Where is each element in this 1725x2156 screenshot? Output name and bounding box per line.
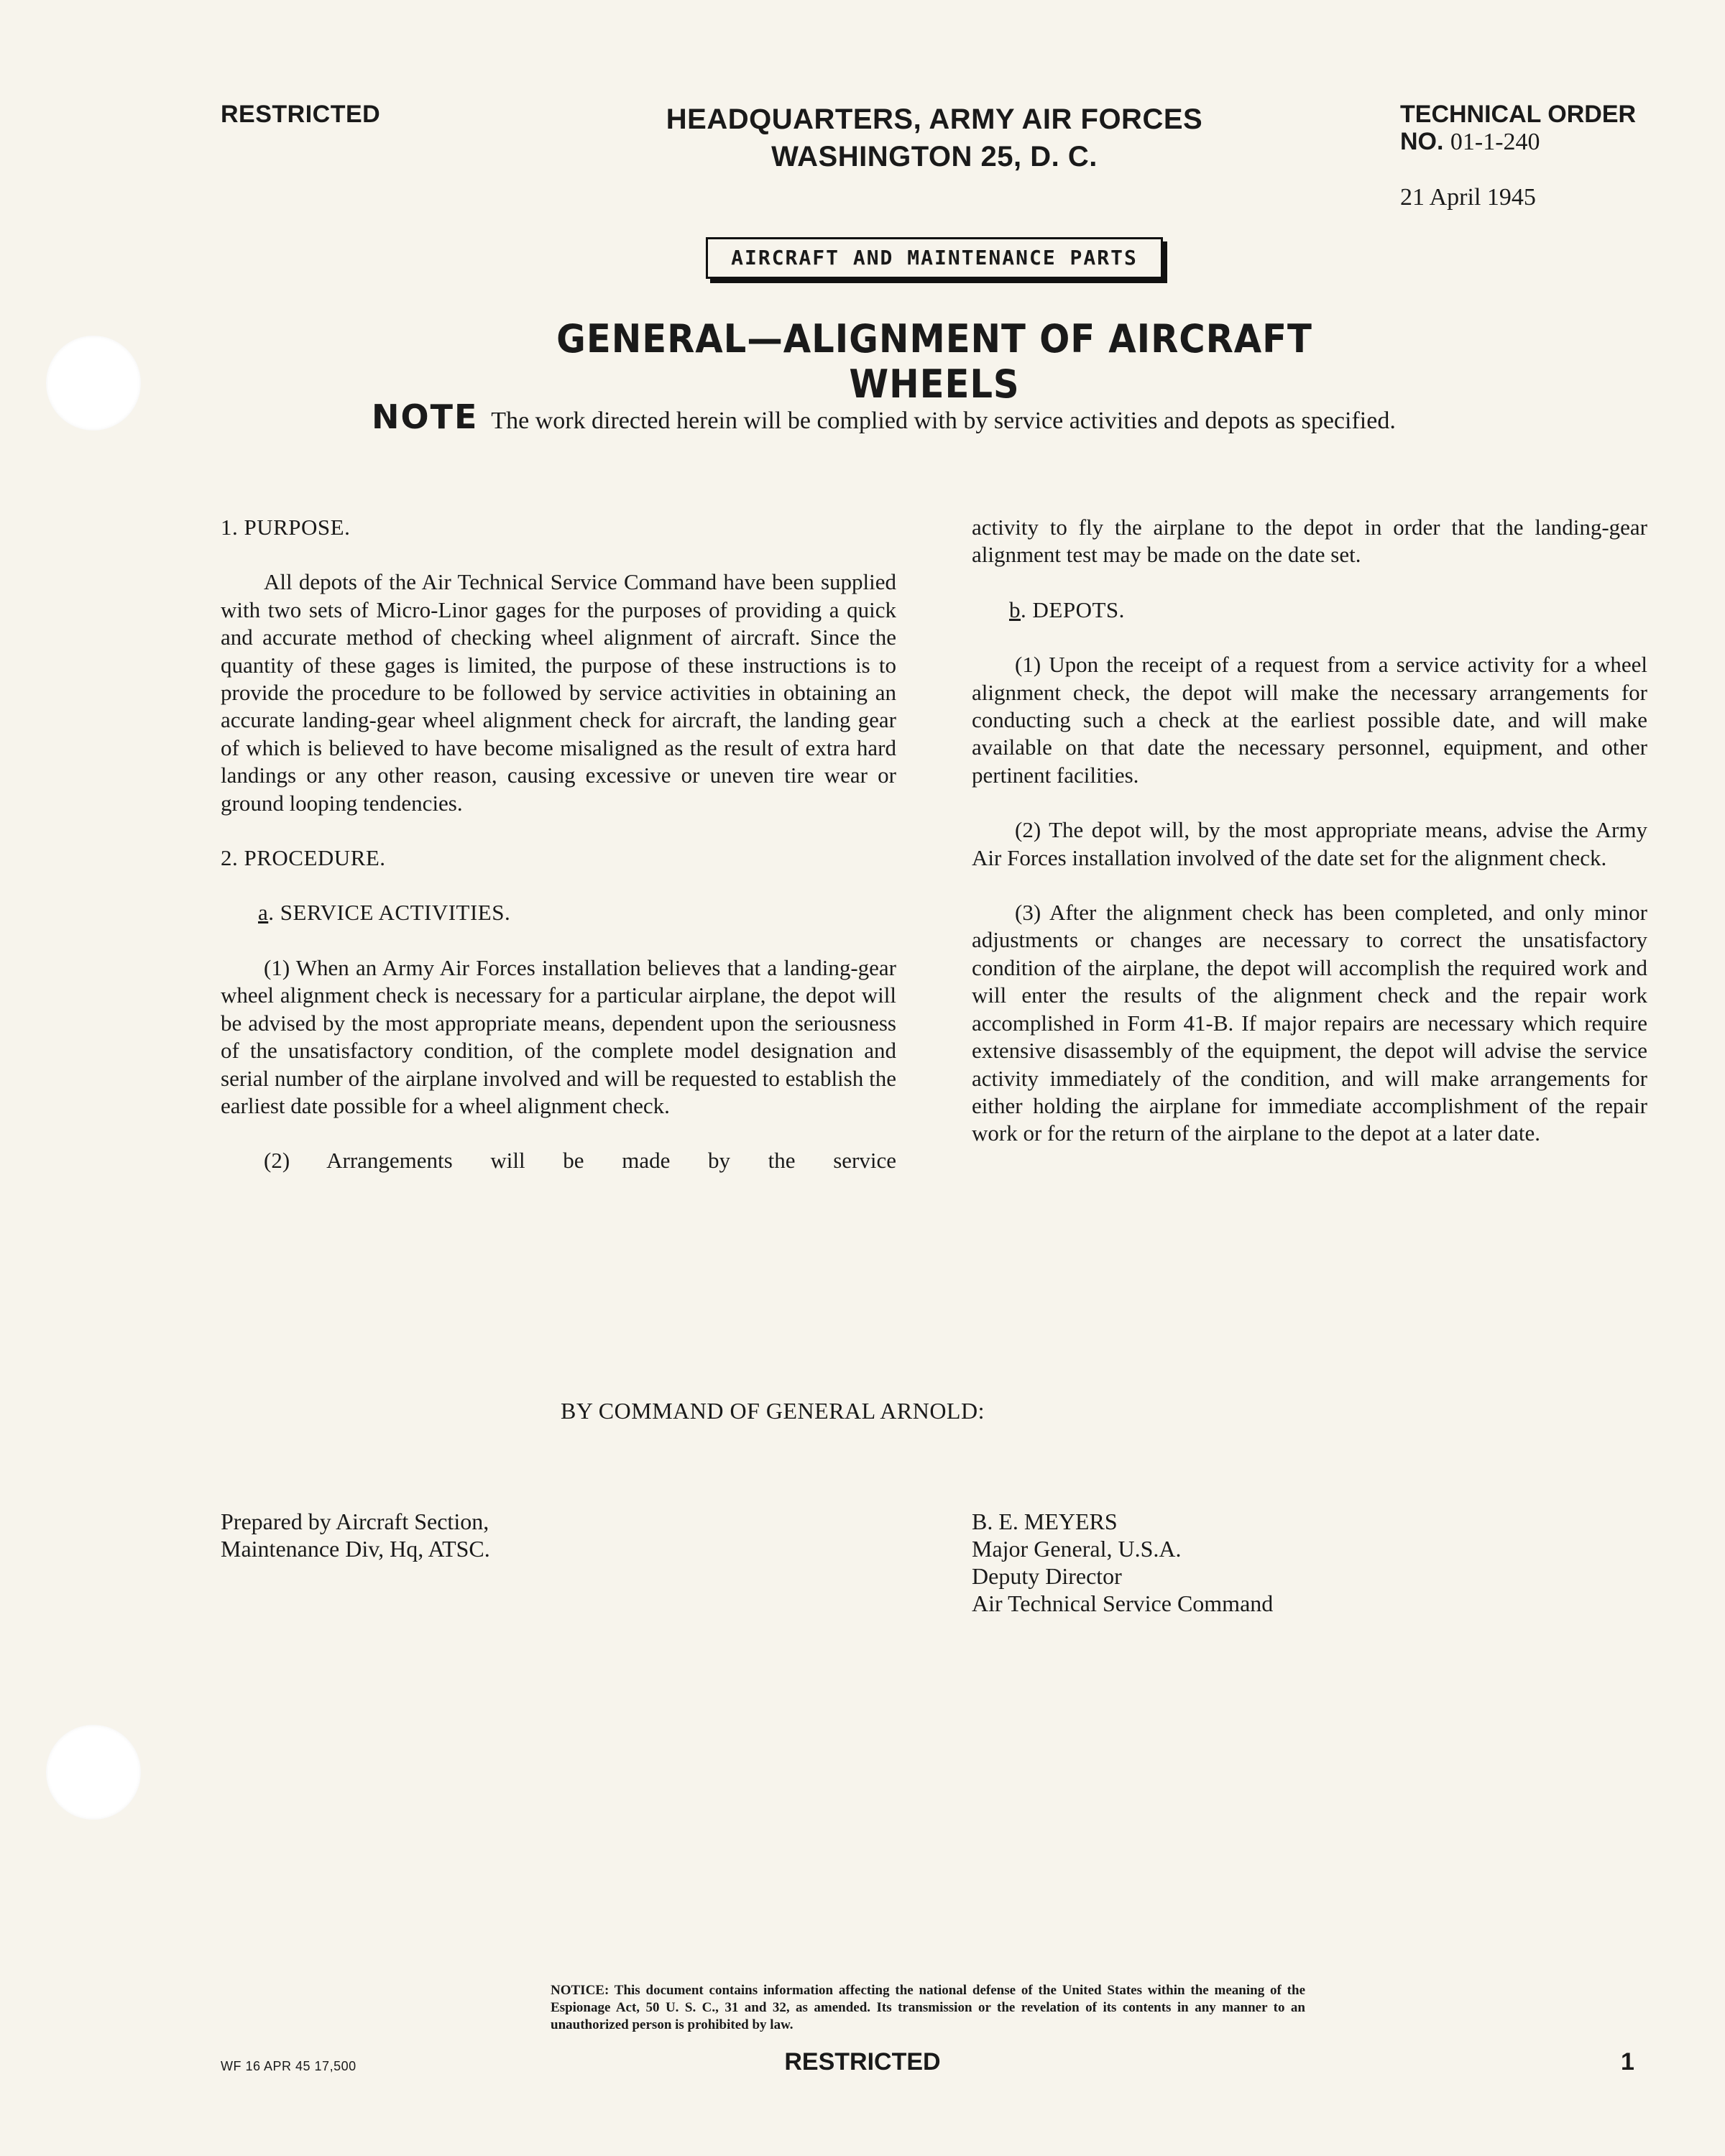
espionage-notice: NOTICE: This document contains information affecting the national defense of the United States within the meaning of the Espionage Act, 50 U. S. C., 31 and 32, as amended. Its transmission or the revelation of its contents in any manner to an unauthorized person is prohibited by law. [551, 1983, 1305, 2032]
paragraph-service-1: (1) When an Army Air Forces installation believes that a landing-gear wheel alignment check is necessary for a particular airplane, the depot will be advised by the most appropriate means, dependent upon the seriousness of the unsatisfactory condition, of the complete model designation and serial number of the airplane involved and will be requested to establish the earliest date possible for a wheel alignment check. [221, 954, 896, 1118]
technical-order-block [1400, 101, 1636, 156]
document-date: 21 April 1945 [1400, 184, 1536, 211]
header-org-line2: WASHINGTON 25, D. C. [771, 141, 1098, 172]
section-heading-procedure: 2. PROCEDURE. [221, 845, 386, 871]
subsection-title-service: . SERVICE ACTIVITIES. [268, 900, 511, 926]
document-title: GENERAL—ALIGNMENT OF AIRCRAFT WHEELS [556, 316, 1312, 407]
technical-order-label: TECHNICAL ORDER [1400, 101, 1637, 128]
category-box: AIRCRAFT AND MAINTENANCE PARTS [706, 237, 1163, 279]
header-org-line1: HEADQUARTERS, ARMY AIR FORCES [666, 103, 1203, 135]
print-code: WF 16 APR 45 17,500 [221, 2059, 356, 2073]
note-text: The work directed herein will be complied with by service activities and depots as specified. [491, 407, 1396, 434]
paragraph-depots-2: (2) The depot will, by the most appropriate means, advise the Army Air Forces installation involved of the date set for the alignment check. [972, 817, 1647, 870]
subsection-heading-depots [972, 596, 1647, 624]
prepared-line1: Prepared by Aircraft Section, [221, 1508, 489, 1534]
by-command-line: BY COMMAND OF GENERAL ARNOLD: [561, 1398, 985, 1424]
subsection-letter-a: a [258, 900, 269, 926]
page-number: 1 [1621, 2048, 1634, 2076]
note-block [372, 397, 1507, 436]
technical-order-number-line [1400, 128, 1636, 156]
signatory-organization: Air Technical Service Command [972, 1590, 1274, 1616]
header-classification: RESTRICTED [221, 101, 381, 128]
subsection-title-depots: . DEPOTS. [1021, 596, 1125, 622]
technical-order-no-label: NO. [1400, 128, 1444, 155]
paragraph-service-2-continued: activity to fly the airplane to the depot in order that the landing-gear alignment test may be made on the date set. [972, 515, 1647, 568]
prepared-by-block [221, 1508, 490, 1562]
header-organization [647, 101, 1222, 175]
footer-classification: RESTRICTED [784, 2048, 941, 2076]
punch-hole [46, 1725, 141, 1820]
paragraph-purpose: All depots of the Air Technical Service Command have been supplied with two sets of Micro-Linor gages for the purposes of providing a quick and accurate method of checking wheel alignment of aircraft. Since the quantity of these gages is limited, the purpose of these instructions is to provide the procedure to be followed by service activities in obtaining an accurate landing-gear wheel alignment check for aircraft, the landing gear of which is believed to have become misaligned as the result of extra hard landings or any other reason, causing excessive or uneven tire wear or ground looping tendencies. [221, 569, 896, 816]
signature-block [972, 1508, 1273, 1617]
paragraph-depots-1: (1) Upon the receipt of a request from a service activity for a wheel alignment check, the depot will make the necessary arrangements for conducting such a check at the earliest possible date, and will make available on that date the necessary personnel, equipment, and other pertinent facilities. [972, 652, 1647, 788]
signatory-name: B. E. MEYERS [972, 1508, 1118, 1534]
paragraph-depots-3: (3) After the alignment check has been completed, and only minor adjustments or changes are necessary to correct the unsatisfactory condition of the airplane, the depot will accomplish the required work and will enter the results of the alignment check and the repair work accomplished in Form 41-B. If major repairs are necessary which require extensive disassembly of the equipment, the depot will advise the service activity immediately of the condition, and will make arrangements for either holding the airplane for immediate accomplishment of the repair work or for the return of the airplane to the depot at a later date. [972, 900, 1647, 1146]
technical-order-number: 01-1-240 [1450, 129, 1540, 155]
paragraph-service-2-start: (2) Arrangements will be made by the service [264, 1148, 896, 1174]
left-column [221, 514, 896, 1175]
note-label: NOTE [372, 397, 479, 436]
punch-hole [46, 336, 141, 430]
signatory-title: Deputy Director [972, 1563, 1122, 1589]
signatory-rank: Major General, U.S.A. [972, 1536, 1182, 1562]
subsection-heading-service-activities [221, 899, 896, 926]
right-column [972, 514, 1647, 1175]
prepared-line2: Maintenance Div, Hq, ATSC. [221, 1536, 490, 1562]
section-heading-purpose: 1. PURPOSE. [221, 515, 351, 540]
subsection-letter-b: b [1009, 596, 1021, 622]
